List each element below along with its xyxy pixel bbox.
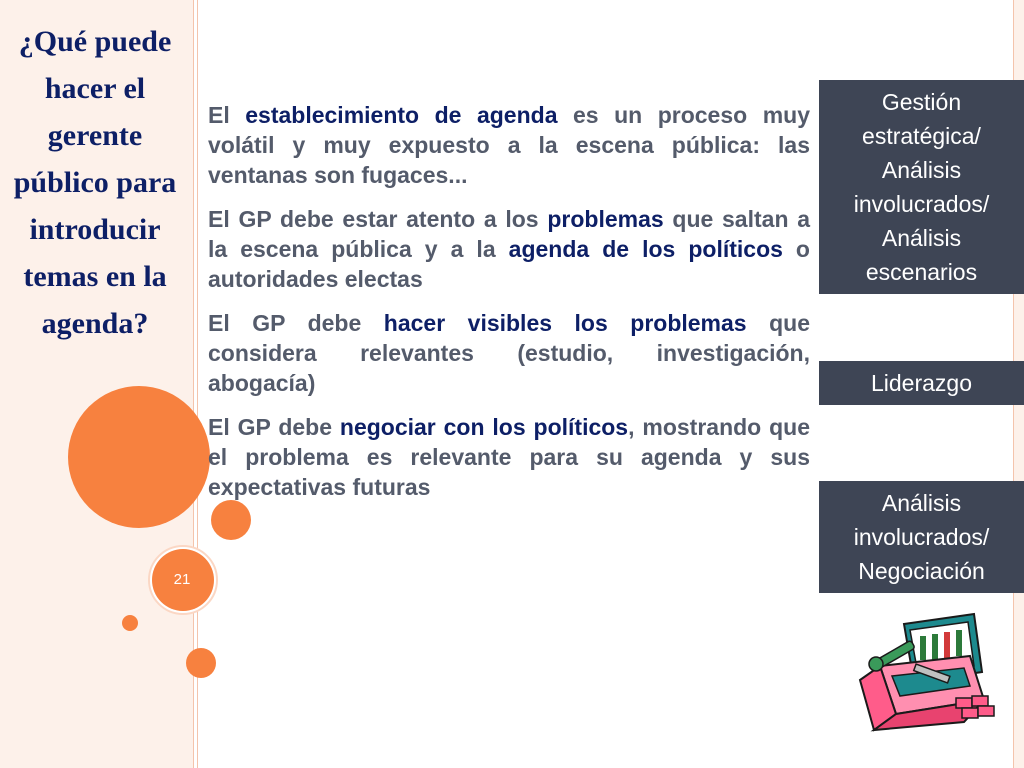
body-paragraph — [208, 100, 810, 190]
body-paragraph — [208, 204, 810, 294]
side-box-line: Análisis — [881, 490, 962, 516]
highlighted-phrase: hacer visibles los problemas — [383, 310, 747, 336]
body-text: es un proceso muy volátil y muy expuesto a la escena pública: las ventanas son fugaces... — [208, 102, 810, 188]
body-paragraph — [208, 308, 810, 398]
side-box-line: involucrados/ — [853, 191, 990, 217]
side-box-negociacion — [819, 481, 1024, 593]
highlighted-phrase: negociar con los políticos — [339, 414, 629, 440]
side-box-text — [854, 486, 990, 588]
side-box-text — [854, 85, 990, 289]
decorative-circle — [68, 386, 210, 528]
highlighted-phrase: problemas — [547, 206, 664, 232]
decorative-circle — [186, 648, 216, 678]
body-text: El GP debe estar atento a los — [208, 206, 548, 232]
side-box-line: escenarios — [865, 259, 978, 285]
body-text: El — [208, 102, 246, 128]
slide-body — [208, 100, 810, 516]
highlighted-phrase: establecimiento de agenda — [245, 102, 558, 128]
body-text: El GP debe — [208, 414, 340, 440]
side-box-line: Liderazgo — [870, 370, 973, 396]
decorative-circle — [122, 615, 138, 631]
body-paragraph — [208, 412, 810, 502]
side-box-liderazgo — [819, 361, 1024, 405]
body-text: que considera relevantes (estudio, investigación, abogacía) — [208, 310, 811, 396]
body-text: El GP debe — [208, 310, 384, 336]
body-text: o autoridades electas — [208, 236, 810, 292]
side-box-text — [871, 366, 972, 400]
side-box-line: estratégica/ — [862, 123, 981, 149]
slide-number: 21 — [173, 571, 191, 588]
side-box-line: involucrados/ — [853, 524, 990, 550]
toolbox-clipart-icon — [852, 610, 1000, 735]
slide-title: ¿Qué puede hacer el gerente público para introducir temas en la agenda? — [13, 25, 177, 340]
side-box-gestion — [819, 80, 1024, 294]
side-box-line: Gestión — [881, 89, 962, 115]
highlighted-phrase: agenda de los políticos — [508, 236, 783, 262]
body-text: , mostrando que el problema es relevante para su agenda y sus expectativas futuras — [208, 414, 811, 500]
side-box-line: Análisis — [881, 225, 962, 251]
body-text: que saltan a la escena pública y a la — [208, 206, 811, 262]
side-box-line: Análisis — [881, 157, 962, 183]
side-box-line: Negociación — [858, 558, 985, 584]
